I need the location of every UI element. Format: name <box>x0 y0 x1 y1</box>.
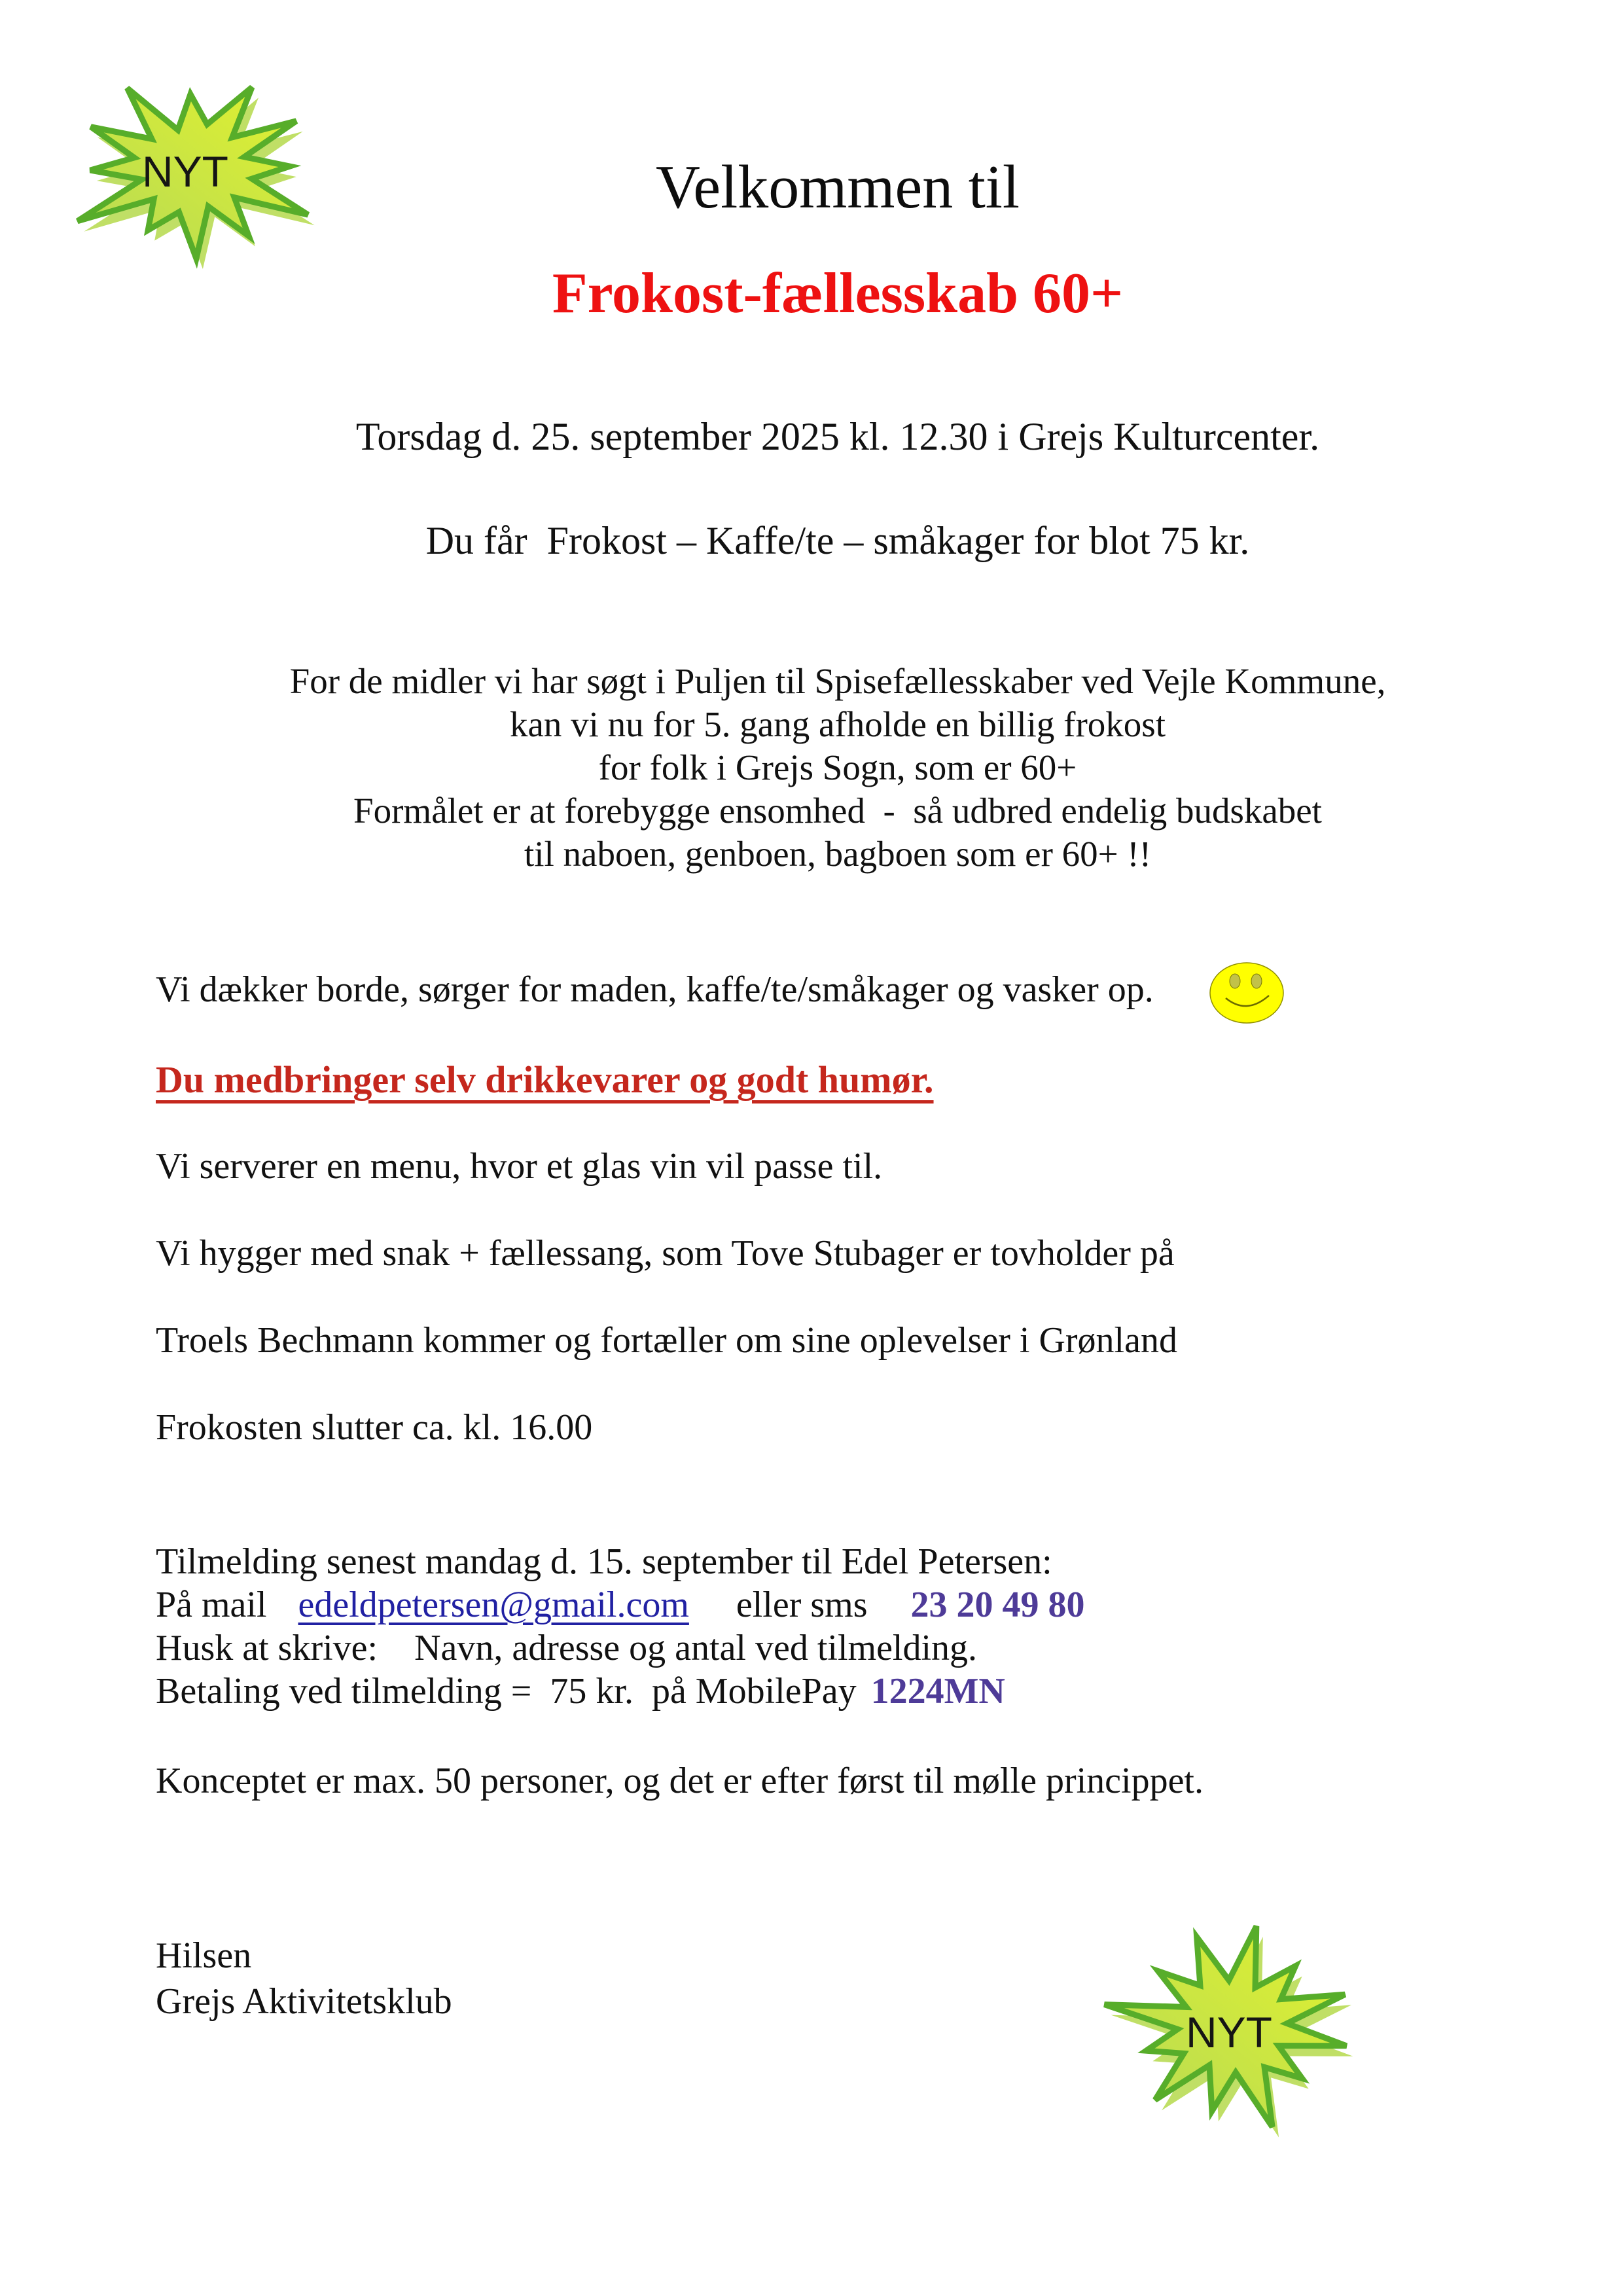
sms-label: eller sms <box>736 1585 868 1625</box>
bring-line: Du medbringer selv drikkevarer og godt humør. <box>156 1058 934 1101</box>
phone-number: 23 20 49 80 <box>910 1585 1085 1625</box>
page-title: Velkommen til <box>655 153 1020 221</box>
offer-line: Du får Frokost – Kaffe/te – småkager for blot 75 kr. <box>425 519 1250 562</box>
payment-text: Betaling ved tilmelding = 75 kr. på MobilePay <box>156 1671 857 1712</box>
menu-line: Vi serverer en menu, hvor et glas vin vil passe til. <box>156 1146 883 1187</box>
signup-contact-line <box>156 1583 1085 1626</box>
end-time-line: Frokosten slutter ca. kl. 16.00 <box>156 1407 593 1448</box>
about-line: For de midler vi har søgt i Puljen til Spisefællesskaber ved Vejle Kommune, <box>289 661 1386 701</box>
signature-greeting: Hilsen <box>156 1935 252 1976</box>
speaker-line: Troels Bechmann kommer og fortæller om sine oplevelser i Grønland <box>156 1320 1177 1361</box>
max-persons-line: Konceptet er max. 50 personer, og det er efter først til mølle princippet. <box>156 1761 1204 1801</box>
signup-remember-line <box>156 1626 1085 1670</box>
smiley-icon <box>1208 961 1288 1028</box>
remember-label: Husk at skrive: <box>156 1628 378 1668</box>
signup-deadline: Tilmelding senest mandag d. 15. september til Edel Petersen: <box>156 1541 1052 1582</box>
remember-text: Navn, adresse og antal ved tilmelding. <box>414 1628 978 1668</box>
signature-club: Grejs Aktivitetsklub <box>156 1981 452 2022</box>
smiley-right-eye <box>1251 974 1262 988</box>
about-line: til naboen, genboen, bagboen som er 60+ !! <box>524 834 1152 874</box>
page-subtitle: Frokost-fællesskab 60+ <box>552 262 1124 325</box>
nyt-badge-label: NYT <box>1186 2008 1272 2056</box>
smiley-left-eye <box>1230 974 1240 988</box>
about-paragraph <box>59 660 1616 876</box>
signature-block <box>156 1933 452 2024</box>
tables-line: Vi dækker borde, sørger for maden, kaffe/te/småkager og vasker op. <box>156 969 1154 1010</box>
smiley-face <box>1210 963 1283 1023</box>
email-link[interactable]: edeldpetersen@gmail.com <box>298 1585 689 1625</box>
sing-line: Vi hygger med snak + fællessang, som Tove Stubager er tovholder på <box>156 1233 1175 1274</box>
about-line: Formålet er at forebygge ensomhed - så udbred endelig budskabet <box>353 791 1322 831</box>
about-line: for folk i Grejs Sogn, som er 60+ <box>598 747 1077 787</box>
signup-block <box>156 1540 1085 1713</box>
mobilepay-code: 1224MN <box>870 1671 1005 1712</box>
date-line: Torsdag d. 25. september 2025 kl. 12.30 i Grejs Kulturcenter. <box>355 415 1320 458</box>
nyt-badge-label: NYT <box>142 147 228 196</box>
mail-label: På mail <box>156 1585 267 1625</box>
signup-payment-line <box>156 1670 1085 1713</box>
about-line: kan vi nu for 5. gang afholde en billig frokost <box>509 704 1166 744</box>
nyt-starburst-bottom <box>1083 1890 1391 2159</box>
